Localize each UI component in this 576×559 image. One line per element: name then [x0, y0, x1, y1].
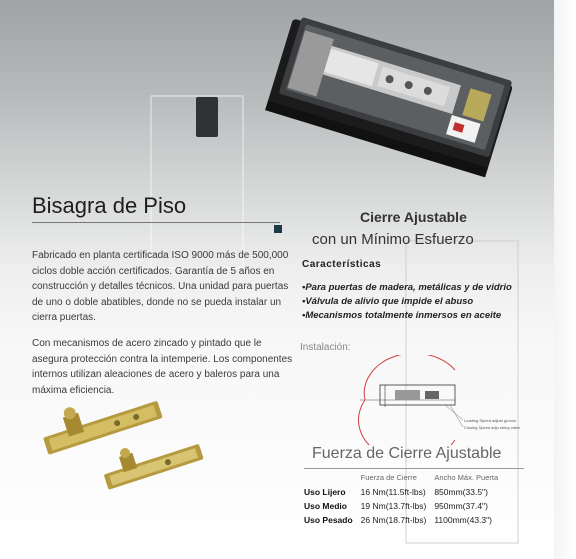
row-force: 26 Nm(18.7ft-lbs)	[360, 515, 427, 525]
floor-hinge-product-image	[265, 10, 515, 180]
second-paragraph: Con mecanismos de acero zincado y pintado que le asegura protección contra la intemperie. Los componentes internos utilizan aleaciones de acero y baleros para una máxima eficiencia.	[32, 338, 293, 396]
features-title: Características	[302, 259, 382, 270]
table-header: Fuerza de Cierre	[360, 473, 417, 482]
restroom-sign	[196, 97, 218, 137]
title-accent-square	[274, 225, 282, 233]
intro-paragraph: Fabricado en planta certificada ISO 9000 más de 500,000 ciclos doble acción certificados. Garantía de 5 años en construcción y detalles técnicos. Una unidad para puertas de uno o doble abatibles, donde no se pueda instalar un cierra puertas.	[32, 250, 289, 323]
force-title-underline	[304, 468, 524, 469]
feature-item: •Para puertas de madera, metálicas y de vidrio	[302, 282, 512, 293]
table-row	[304, 513, 504, 527]
right-edge-stripe	[554, 0, 576, 559]
table-header	[304, 470, 361, 485]
feature-item: •Mecanismos totalmente inmersos en aceite	[302, 310, 502, 321]
table-row	[304, 485, 504, 499]
page-title: Bisagra de Piso	[32, 193, 187, 218]
row-label: Uso Medio	[304, 501, 347, 511]
diagram-note: Closing Speed adju string valve	[464, 425, 521, 430]
spec-table	[304, 470, 504, 527]
features-list	[302, 281, 512, 323]
table-header: Ancho Máx. Puerta	[434, 473, 499, 482]
row-label: Uso Pesado	[304, 515, 353, 525]
row-force: 19 Nm(13.7ft-lbs)	[360, 501, 427, 511]
hinge-parts-image	[40, 395, 210, 495]
row-width: 1100mm(43.3")	[434, 515, 492, 525]
title-underline	[32, 222, 280, 223]
row-label: Uso Lijero	[304, 487, 346, 497]
row-width: 950mm(37.4")	[434, 501, 488, 511]
installation-diagram	[355, 355, 525, 445]
row-width: 850mm(33.5")	[434, 487, 488, 497]
diagram-note: Loading Speed adjust groove	[464, 418, 517, 423]
row-force: 16 Nm(11.5ft-lbs)	[360, 487, 426, 497]
feature-item: •Válvula de alivio que impide el abuso	[302, 296, 474, 307]
force-title: Fuerza de Cierre Ajustable	[312, 445, 502, 462]
table-row	[304, 499, 504, 513]
installation-label: Instalación:	[300, 342, 351, 353]
table-header-row	[304, 470, 504, 485]
subtitle-line-1: Cierre Ajustable	[360, 209, 467, 225]
subtitle-line-2: con un Mínimo Esfuerzo	[312, 231, 474, 248]
